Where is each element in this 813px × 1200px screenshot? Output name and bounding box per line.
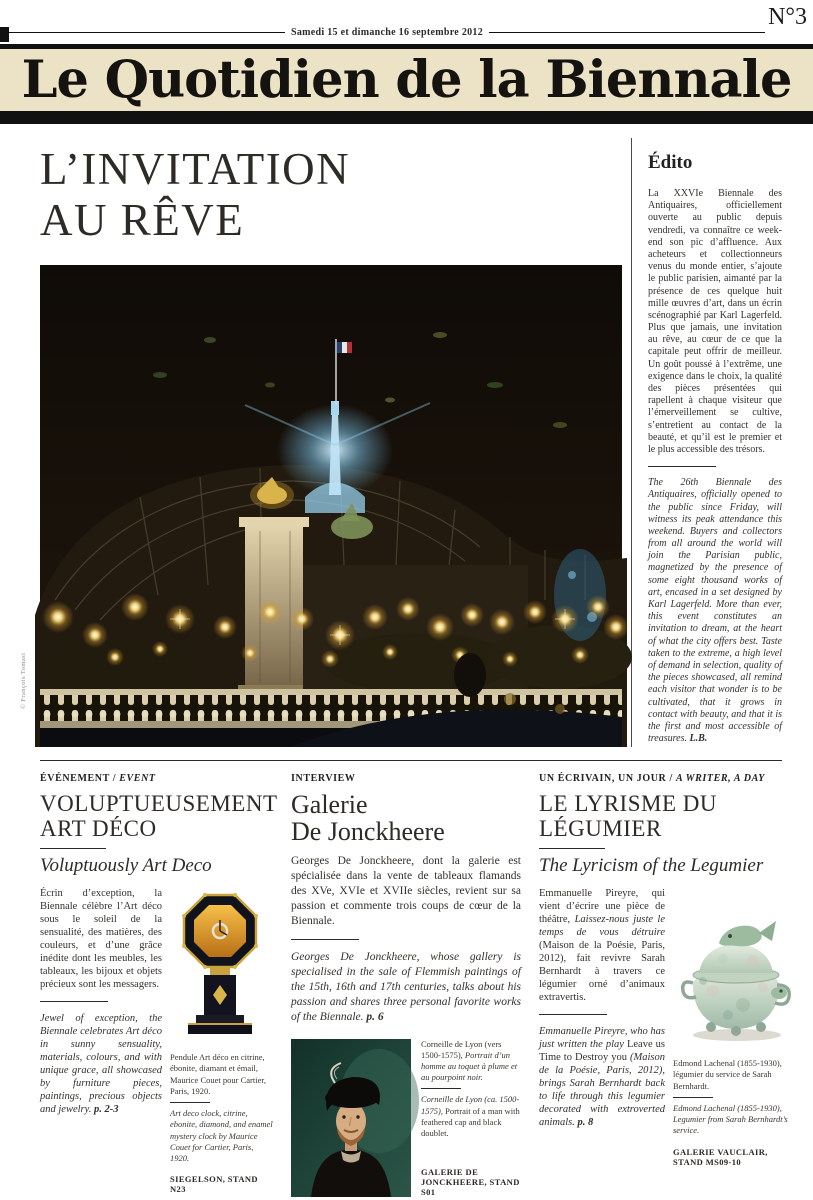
edito-byline: L.B. <box>689 733 708 745</box>
event-page-ref: p. 2-3 <box>93 1104 119 1116</box>
article-interview <box>291 771 521 1197</box>
lead-photo <box>20 265 622 747</box>
interview-page-ref: p. 6 <box>366 1010 384 1023</box>
event-caption-rule <box>170 1102 210 1103</box>
top-header <box>0 0 813 44</box>
writer-text-column <box>539 887 665 1166</box>
event-english-text <box>40 1012 162 1116</box>
section-divider <box>40 760 782 761</box>
dateline-row <box>9 27 765 38</box>
masthead-title: Le Quotidien de la Biennale <box>21 50 792 110</box>
edito-french-text: La XXVIe Biennale des Antiquaires, officiellement ouverte au public depuis vendredi, va connaître ce week-end son pic d’affluence. Aux acheteurs et collectionneurs venus du monde entier, s’ajoute le public parisien, aimanté par la présence de ces quelque huit mille œuvres d’art, dans un écrin scénographié par Karl Lagerfeld. Plus que jamais, une invitation au rêve, au cœur de ce que la capitale peut offrir de meilleur. Un goût poussé à l’extrême, une exigence dans le choix, la qualité des pièces présentées qui rapellent à chaque visiteur que l’émerveillement se cultive, s’entretient au contact de la beauté, et qu’il est le premier et le plus accessible des trésors. <box>648 188 782 455</box>
event-english-body: Jewel of exception, the Biennale celebrates Art déco in sunny sensuality, materials, colours, and with unique grace, all showcased by furniture pieces, paintings, precious objects and jewelry. <box>40 1013 162 1116</box>
photo-credit: © François Tomasi <box>20 652 27 709</box>
event-kicker-english: EVENT <box>119 772 156 784</box>
interview-english-body: Georges De Jonckheere, whose gallery is specialised in the sale of Flemmish paintings of the 15th, 16th and 17th centuries, talks about his passion and shares three personal favorite works of the Biennale. <box>291 950 521 1023</box>
event-art-column <box>170 887 273 1194</box>
event-text-divider <box>40 1001 108 1002</box>
event-french-text: Écrin d’exception, la Biennale célèbre l’Art déco sous le soleil de la sensualité, des matières, des couleurs, et d’une grâce inédite dont les meubles, les tableaux, les bijoux et objets précieux sont les messagers. <box>40 888 162 991</box>
writer-page-ref: p. 8 <box>577 1117 594 1129</box>
page-number: 1 <box>403 1181 410 1194</box>
date-line: Samedi 15 et dimanche 16 septembre 2012 <box>290 27 484 38</box>
writer-french-roman1: Emmanuelle Pireyre, qui vient d’écrire une pièce de théâtre, <box>539 888 665 926</box>
lead-headline-line2: AU RÊVE <box>40 195 245 246</box>
main-section <box>0 138 813 747</box>
writer-kicker-main: UN ÉCRIVAIN, UN JOUR / <box>539 772 673 784</box>
lead-headline-line1: L’INVITATION <box>40 144 351 194</box>
writer-kicker <box>539 773 799 784</box>
event-kicker-main: ÉVÉNEMENT / <box>40 772 117 784</box>
interview-caption-rule <box>421 1088 461 1089</box>
grand-palais-night-photo <box>40 265 622 747</box>
legumier-tureen-photo <box>673 887 799 1045</box>
corner-mark <box>0 27 9 42</box>
writer-art-column <box>673 887 799 1166</box>
writer-french-text <box>539 887 665 1004</box>
interview-caption-en <box>421 1094 521 1139</box>
writer-caption-block <box>673 1058 799 1166</box>
edito-title: Édito <box>648 152 693 173</box>
writer-english-italic2: (Maison de la Poésie, Paris, 2012), brings Sarah Bernhardt back to life through this legumier decorated with extroverted animals. <box>539 1052 666 1129</box>
interview-gallery-stand: GALERIE DE JONCKHEERE, STAND S01 <box>421 1166 520 1197</box>
event-kicker <box>40 773 273 784</box>
event-caption-en: Art deco clock, citrine, ebonite, diamond, and enamel mystery clock by Maurice Couet for Cartier, Paris, 1920. <box>170 1108 273 1163</box>
edito-english-text <box>648 477 782 745</box>
bottom-section <box>0 771 813 1197</box>
article-event <box>40 771 278 1195</box>
interview-english-text <box>291 950 521 1025</box>
dateline-rule-left <box>9 32 285 33</box>
event-headline: VOLUPTUEUSEMENT ART DÉCO <box>40 790 278 841</box>
event-gallery-stand: SIEGELSON, STAND N23 <box>170 1174 258 1195</box>
lead-headline <box>40 144 622 247</box>
interview-text-divider <box>291 939 359 940</box>
writer-english-italic1: Emmanuelle Pireyre, who has just written the play <box>539 1026 665 1051</box>
writer-gallery-stand: GALERIE VAUCLAIR, STAND MS09-10 <box>673 1146 768 1167</box>
interview-caption-fr-italic: Portrait d’un homme au toquet à plume et au pourpoint noir. <box>421 1049 518 1083</box>
dateline-rule-right <box>489 32 765 33</box>
interview-headline-line1: Galerie <box>291 789 368 819</box>
interview-caption-en-italic: Corneille de Lyon (ca. 1500-1575), <box>421 1094 520 1116</box>
interview-headline <box>291 791 521 846</box>
edito-column <box>631 138 782 747</box>
edito-divider <box>648 466 716 467</box>
masthead <box>0 44 813 124</box>
event-caption-block <box>170 1052 273 1194</box>
interview-kicker: INTERVIEW <box>291 772 356 784</box>
interview-caption-en-roman: Portrait of a man with feathered cap and black doublet. <box>421 1105 520 1139</box>
event-text-column <box>40 887 162 1194</box>
writer-headline: LE LYRISME DU LÉGUMIER <box>539 790 717 841</box>
writer-english-roman: Leave us Time to Destroy you <box>539 1039 666 1064</box>
writer-headline-rule <box>539 848 605 849</box>
interview-caption-fr <box>421 1039 521 1084</box>
corneille-portrait-photo <box>291 1039 411 1197</box>
interview-french-text: Georges De Jonckheere, dont la galerie est spécialisée dans la vente de tableaux flamands des XVe, XVIe et XVIIe siècles, revient sur sa passion et commente trois coups de cœur de la Biennale. <box>291 855 521 927</box>
writer-text-divider <box>539 1014 607 1015</box>
event-subhead: Voluptuously Art Deco <box>40 855 212 877</box>
interview-headline-line2: De Jonckheere <box>291 816 445 846</box>
issue-number: N°3 <box>768 4 807 30</box>
writer-subhead: The Lyricism of the Legumier <box>539 855 764 877</box>
writer-caption-en: Edmond Lachenal (1855-1930), Legumier from Sarah Bernhardt’s service. <box>673 1102 788 1136</box>
interview-caption-fr-roman: Corneille de Lyon (vers 1500-1575), <box>421 1038 502 1060</box>
writer-english-text <box>539 1025 665 1129</box>
writer-kicker-english: A WRITER, A DAY <box>675 772 766 784</box>
event-caption-fr: Pendule Art déco en citrine, ébonite, diamant et émail, Maurice Couet pour Cartier, Paris, 1920. <box>170 1052 266 1096</box>
cartier-clock-photo <box>170 887 270 1039</box>
event-headline-rule <box>40 848 106 849</box>
writer-caption-rule <box>673 1097 713 1098</box>
edito-english-body: The 26th Biennale des Antiquaires, officially opened to the public since Friday, will witness its peak attendance this weekend. Buyers and collectors from all around the world will join the Parisian public, magnetized by the presence of some eight thousand works of art, encased in a set designed by Karl Lagerfeld. More than ever, this event constitutes an invitation to dream, at the heart of what the city offers best. Taste taken to the extreme, a high level of demand in selection, quality of the pieces showcased, all remind each visitor that wonder is to be cultivated, that it grows in contact with beauty, and that it is the first and most accessible of treasures. <box>648 477 782 745</box>
writer-french-italic: Laissez-nous juste le temps de vous détruire <box>539 914 666 939</box>
writer-french-roman2: (Maison de la Poésie, Paris, 2012), fait revivre Sarah Bernhardt à travers ce légumier orné d’animaux extravertis. <box>539 940 665 1004</box>
writer-caption-fr: Edmond Lachenal (1855-1930), légumier du service de Sarah Bernhardt. <box>673 1058 782 1091</box>
lead-story <box>20 138 622 747</box>
article-writer <box>539 771 799 1169</box>
interview-caption-block <box>421 1039 521 1197</box>
